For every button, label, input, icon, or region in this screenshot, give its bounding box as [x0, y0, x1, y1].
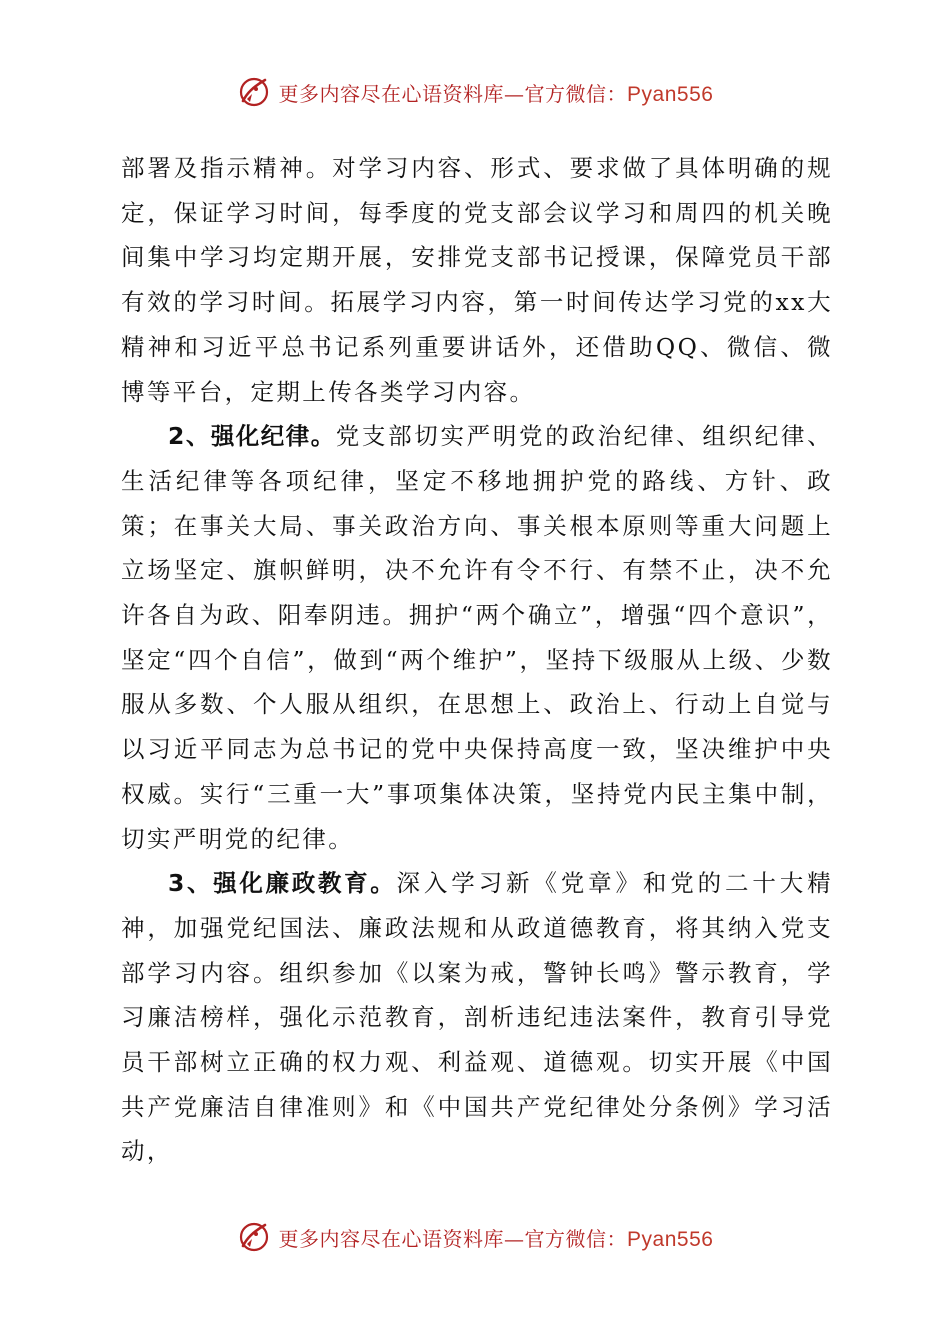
header-wechat-id: Pyan556	[627, 82, 714, 106]
document-body	[121, 146, 833, 1174]
paragraph-2-text: 党支部切实严明党的政治纪律、组织纪律、生活纪律等各项纪律，坚定不移地拥护党的路线、方针、政策；在事关大局、事关政治方向、事关根本原则等重大问题上立场坚定、旗帜鲜明，决不允许有令不行、有禁不止，决不允许各自为政、阳奉阴违。拥护“两个确立”，增强“四个意识”，坚定“四个自信”，做到“两个维护”，坚持下级服从上级、少数服从多数、个人服从组织，在思想上、政治上、行动上自觉与以习近平同志为总书记的党中央保持高度一致，坚决维护中央权威。实行“三重一大”事项集体决策，坚持党内民主集中制，切实严明党的纪律。	[121, 422, 833, 853]
paragraph-3	[121, 861, 833, 1174]
section-heading-3: 3、强化廉政教育。	[168, 869, 397, 898]
paragraph-1: 部署及指示精神。对学习内容、形式、要求做了具体明确的规定，保证学习时间，每季度的党支部会议学习和周四的机关晚间集中学习均定期开展，安排党支部书记授课，保障党员干部有效的学习时间。拓展学习内容，第一时间传达学习党的xx大精神和习近平总书记系列重要讲话外，还借助QQ、微信、微博等平台，定期上传各类学习内容。	[121, 154, 833, 406]
footer-banner-text: 更多内容尽在心语资料库—官方微信：Pyan556	[278, 1226, 714, 1251]
pen-logo-icon	[237, 1220, 271, 1254]
footer-wechat-id: Pyan556	[627, 1227, 714, 1251]
section-heading-2: 2、强化纪律。	[168, 422, 336, 451]
paragraph-2	[121, 414, 833, 861]
header-banner	[0, 68, 950, 116]
header-banner-text: 更多内容尽在心语资料库—官方微信：Pyan556	[278, 81, 714, 106]
footer-banner	[0, 1213, 950, 1261]
pen-logo-icon	[237, 75, 271, 109]
paragraph-3-text: 深入学习新《党章》和党的二十大精神，加强党纪国法、廉政法规和从政道德教育，将其纳入党支部学习内容。组织参加《以案为戒，警钟长鸣》警示教育，学习廉洁榜样，强化示范教育，剖析违纪违法案件，教育引导党员干部树立正确的权力观、利益观、道德观。切实开展《中国共产党廉洁自律准则》和《中国共产党纪律处分条例》学习活动，	[121, 869, 834, 1166]
